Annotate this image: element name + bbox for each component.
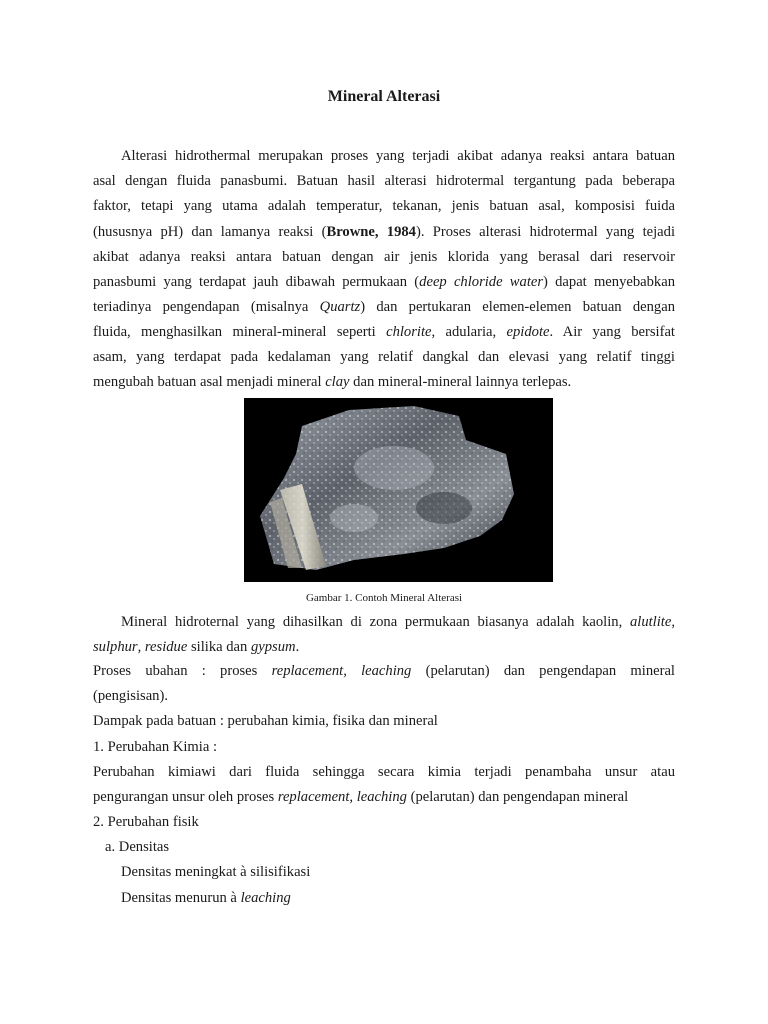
text-line: fluida, menghasilkan mineral-mineral seperti chlorite, adularia, epidote. Air yang bersifat <box>93 324 675 340</box>
impact-line: Dampak pada batuan : perubahan kimia, fisika dan mineral <box>93 713 438 729</box>
text-line: panasbumi yang terdapat jauh dibawah permukaan (deep chloride water) dapat menyebabkan <box>93 274 675 290</box>
text-line: Proses ubahan : proses replacement, leaching (pelarutan) dan pengendapan mineral <box>93 663 675 679</box>
density-decrease-line: Densitas menurun à leaching <box>121 890 291 906</box>
text-line: Alterasi hidrothermal merupakan proses yang terjadi akibat adanya reaksi antara batuan <box>121 148 675 164</box>
density-increase-line: Densitas meningkat à silisifikasi <box>121 864 311 880</box>
text-line: Mineral hidroternal yang dihasilkan di zona permukaan biasanya adalah kaolin, alutlite, <box>121 614 675 630</box>
mineral-photo <box>244 398 553 582</box>
text-line: asam, yang terdapat pada kedalaman yang relatif dangkal dan elevasi yang relatif tinggi <box>93 349 675 365</box>
text-line: faktor, tetapi yang utama adalah temperatur, tekanan, jenis batuan asal, komposisi fuida <box>93 198 675 214</box>
list-item-physical: 2. Perubahan fisik <box>93 814 199 830</box>
mineral-sample-image <box>244 398 553 582</box>
text-line: (pengisisan). <box>93 688 168 704</box>
text-line: Perubahan kimiawi dari fluida sehingga secara kimia terjadi penambaha unsur atau <box>93 764 675 780</box>
text-line: mengubah batuan asal menjadi mineral clay dan mineral-mineral lainnya terlepas. <box>93 374 572 390</box>
list-item-chemical: 1. Perubahan Kimia : <box>93 739 218 755</box>
figure-caption: Gambar 1. Contoh Mineral Alterasi <box>305 592 463 604</box>
text-line: teriadinya pengendapan (misalnya Quartz) dan pertukaran elemen-elemen batuan dengan <box>93 299 675 315</box>
text-line: sulphur, residue silika dan gypsum. <box>93 639 300 655</box>
text-line: pengurangan unsur oleh proses replacement, leaching (pelarutan) dan pengendapan mineral <box>93 789 629 805</box>
text-line: (hususnya pH) dan lamanya reaksi (Browne, 1984). Proses alterasi hidrotermal yang tejadi <box>93 224 675 240</box>
text-line: asal dengan fluida panasbumi. Batuan hasil alterasi hidrotermal tergantung pada beberapa <box>93 173 675 189</box>
page-title: Mineral Alterasi <box>327 88 441 105</box>
text-line: akibat adanya reaksi antara batuan dengan air jenis klorida yang berasal dari reservoir <box>93 249 675 265</box>
sublist-item-density: a. Densitas <box>105 839 170 855</box>
